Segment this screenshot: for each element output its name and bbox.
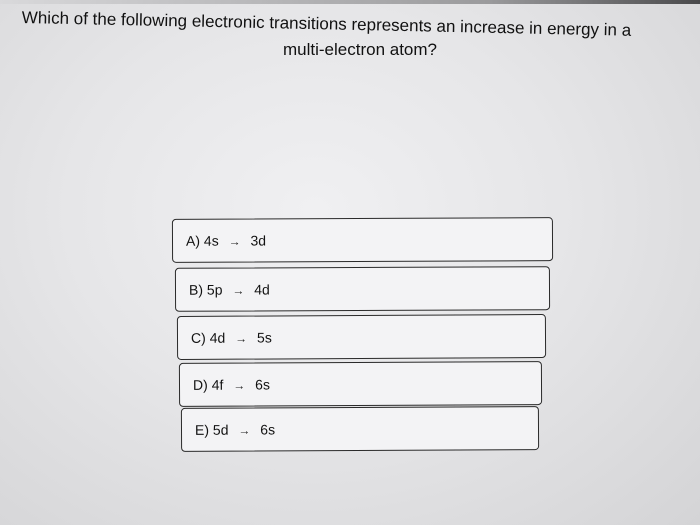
- option-a[interactable]: [172, 217, 553, 263]
- arrow-right-icon: →: [232, 283, 245, 298]
- option-d-label: [193, 376, 270, 393]
- arrow-right-icon: →: [228, 234, 241, 249]
- option-letter: D): [192, 376, 208, 393]
- option-letter: A): [185, 232, 201, 249]
- transition-to: 6s: [260, 421, 276, 438]
- transition-from: 5p: [206, 281, 223, 298]
- option-d[interactable]: [179, 361, 542, 407]
- transition-from: 5d: [212, 421, 229, 438]
- option-e-label: [195, 421, 275, 438]
- transition-to: 5s: [256, 329, 272, 346]
- option-e[interactable]: [181, 406, 539, 452]
- option-letter: B): [188, 281, 204, 298]
- question-line-1: Which of the following electronic transitions represents an increase in energy in a: [21, 8, 632, 40]
- question-line-2: multi-electron atom?: [283, 40, 438, 59]
- option-b[interactable]: [175, 266, 550, 312]
- transition-to: 3d: [250, 232, 267, 249]
- transition-to: 6s: [255, 376, 270, 393]
- arrow-right-icon: →: [233, 378, 246, 393]
- transition-to: 4d: [254, 281, 270, 298]
- option-a-label: [186, 232, 266, 249]
- transition-from: 4d: [209, 329, 226, 346]
- option-c[interactable]: [177, 314, 546, 360]
- option-letter: E): [194, 421, 210, 438]
- arrow-right-icon: →: [238, 423, 251, 438]
- transition-from: 4s: [203, 232, 219, 249]
- arrow-right-icon: →: [235, 331, 248, 346]
- transition-from: 4f: [211, 376, 224, 393]
- option-letter: C): [190, 329, 206, 346]
- option-c-label: [191, 329, 272, 346]
- option-b-label: [189, 281, 270, 298]
